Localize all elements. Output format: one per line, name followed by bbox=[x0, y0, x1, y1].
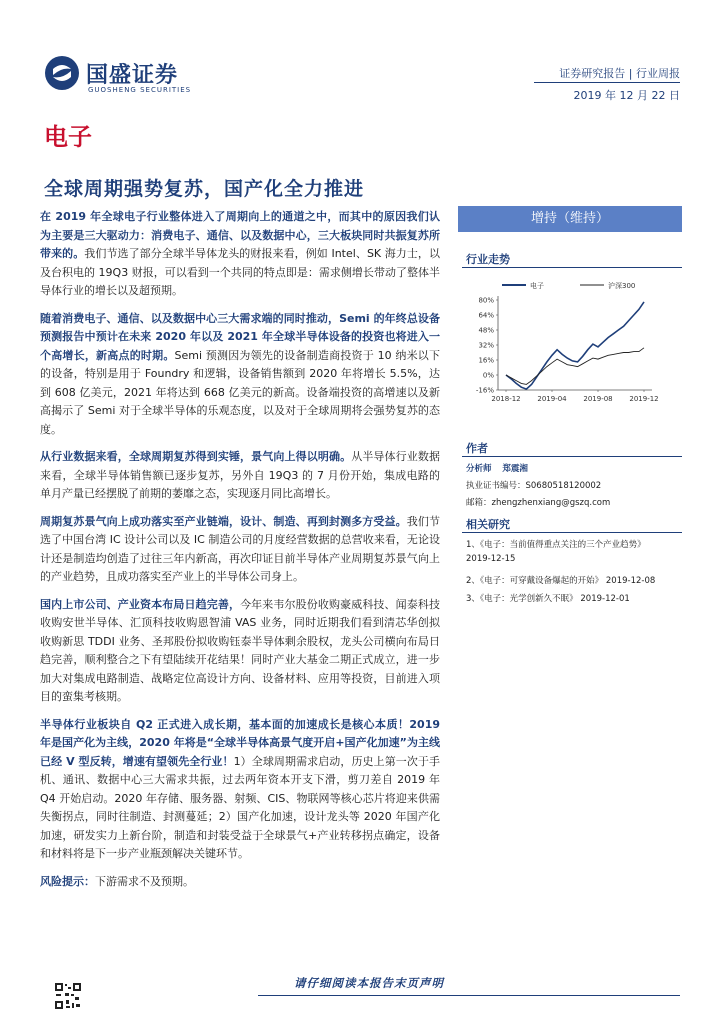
paragraph-3-text: 从半导体行业数据来看，全球半导体销售额已逐步复苏，另外自 19Q3 的 7 月份开始，集成电路的单月产量已经摆脱了前期的萎靡之态，实现逐月同比高增长。 bbox=[40, 450, 441, 500]
brand-subtitle: GUOSHENG SECURITIES bbox=[88, 86, 192, 94]
paragraph-1-lead: 在 2019 年全球电子行业整体进入了周期向上的通道之中，而其中的原因我们认为主要是三大驱动力：消费电子、通信、以及数据中心，三大板块同时共振复苏所带来的。 bbox=[40, 210, 440, 260]
x-tick-label: 2019-08 bbox=[583, 395, 613, 403]
related-item-title: 2、《电子：可穿戴设备爆起的开始》 bbox=[466, 576, 604, 586]
y-tick-label: 32% bbox=[478, 341, 494, 350]
paragraph-5 bbox=[40, 596, 440, 707]
footer-disclaimer: 请仔细阅读本报告末页声明 bbox=[294, 976, 444, 990]
paragraph-5-text: 今年来韦尔股份收购豪威科技、闻泰科技收购安世半导体、汇顶科技收购恩智浦 VAS 业务，同时近期我们看到清芯华创拟收购新思 TDDI 业务、圣邦股份拟收购钰泰半导体剩余股权，龙头公司横向布局日趋完善，顺利整合之下有望陆续开花结果！同时产业大基金二期正式成立，进一步加大对集成电路制造、战略定位高设计方向、设备材料、应用等投资，目前进入项目的蛮集考核期。 bbox=[40, 597, 441, 703]
y-tick-label: 64% bbox=[478, 311, 494, 320]
y-tick-label: -16% bbox=[475, 386, 494, 395]
y-tick-label: 80% bbox=[478, 296, 494, 305]
paragraph-1-text: 我们节选了部分全球半导体龙头的财报来看，例如 Intel、SK 海力士，以及台积电的 19Q3 财报，可以看到一个共同的特点即是：需求侧增长带动了整体半导体行业的增长以及超预期。 bbox=[40, 247, 441, 297]
paragraph-6 bbox=[40, 716, 440, 864]
paragraph-3 bbox=[40, 448, 440, 504]
brand-name: 国盛证券 bbox=[86, 63, 179, 88]
sector-title: 电子 bbox=[44, 123, 92, 151]
paragraph-4 bbox=[40, 513, 440, 587]
paragraph-6-text: 1）全球周期需求启动，历史上第一次于手机、通讯、数据中心三大需求共振，过去两年资本开支下滑，剪刀差自 2019 年 Q4 开始启动。2020 年存储、服务器、射频、CIS、物联网等核心芯片将迎来供需失衡拐点，同时往制造、封测蔓延；2）国产化加速，设计龙头等 2020 年国产化加速，研发实力上新台阶，制造和封装受益于全球景气+产业转移拐点确定，设备和材料将是下一步产业瓶颈解决关键环节。 bbox=[40, 754, 441, 860]
paragraph-4-text: 我们节选了中国台湾 IC 设计公司以及 IC 制造公司的月度经营数据的总营收来看，无论设计还是制造均创造了过往三年内新高，再次印证目前半导体产业周期复苏景气向上的产业趋势，且成功落实至产业上的半导体公司身上。 bbox=[40, 514, 441, 583]
paragraph-2 bbox=[40, 310, 440, 440]
qr-code-icon bbox=[54, 982, 82, 1010]
x-tick-label: 2018-12 bbox=[491, 395, 521, 403]
footer-divider bbox=[258, 995, 680, 996]
risk-label: 风险提示： bbox=[40, 874, 95, 888]
author-divider bbox=[462, 456, 682, 457]
paragraph-3-lead: 从行业数据来看，全球周期复苏得到实锤，景气向上得以明确。 bbox=[40, 450, 352, 463]
related-item-date: 2019-12-08 bbox=[605, 576, 656, 586]
series-line-electronics bbox=[506, 302, 644, 389]
risk-text: 下游需求不及预期。 bbox=[95, 874, 194, 888]
trend-divider bbox=[462, 267, 682, 268]
related-item-date: 2019-12-01 bbox=[580, 594, 630, 604]
cert-number: 执业证书编号：S0680518120002 bbox=[466, 481, 602, 491]
logo bbox=[44, 55, 80, 91]
x-tick-label: 2019-04 bbox=[537, 395, 567, 403]
legend-label: 电子 bbox=[530, 282, 544, 290]
headline: 全球周期强势复苏，国产化全力推进 bbox=[44, 178, 365, 200]
paragraph-2-text: Semi 预测因为领先的设备制造商投资于 10 纳米以下的设备，特别是用于 Foundry 和逻辑，设备销售额到 2020 年将增长 5.5%，达到 608 亿美元，2021 年将达到 668 亿美元的新高。设备端投资的高增速以及新高揭示了 Semi 对于全球半导体的乐观态度，以及对于全球周期将会强势复苏的态度。 bbox=[40, 348, 440, 436]
related-title: 相关研究 bbox=[466, 518, 510, 531]
related-item[interactable] bbox=[466, 574, 686, 588]
author-title: 作者 bbox=[466, 442, 488, 455]
analyst-row bbox=[466, 462, 528, 476]
paragraph-1 bbox=[40, 208, 440, 301]
rating-badge: 增持（维持） bbox=[458, 206, 682, 232]
analyst-label: 分析师 bbox=[466, 464, 492, 474]
report-type: 证券研究报告 | 行业周报 bbox=[559, 67, 680, 80]
paragraph-6-lead: 半导体行业板块自 Q2 正式进入成长期，基本面的加速成长是核心本质！2019 年是国产化为主线，2020 年将是“全球半导体高景气度开启+国产化加速”为主线已经 V 型反转，增速有望领先全行业！ bbox=[40, 717, 440, 768]
y-tick-label: 16% bbox=[478, 356, 494, 365]
guosheng-logo-icon bbox=[44, 55, 80, 91]
paragraph-4-lead: 周期复苏景气向上成功落实至产业链端，设计、制造、再到封测多方受益。 bbox=[40, 514, 407, 528]
paragraph-5-lead: 国内上市公司、产业资本布局日趋完善， bbox=[40, 597, 241, 611]
analyst-name: 郑震湘 bbox=[502, 464, 528, 474]
y-tick-label: 48% bbox=[478, 326, 494, 335]
analyst-email[interactable]: 邮箱：zhengzhenxiang@gszq.com bbox=[466, 498, 611, 508]
paragraph-2-lead: 随着消费电子、通信、以及数据中心三大需求端的同时推动，Semi 的年终总设备预测报告中预计在未来 2020 年以及 2021 年全球半导体设备的投资也将进入一个高增长，新高点的时期。 bbox=[40, 311, 440, 362]
legend-label: 沪深300 bbox=[608, 282, 636, 290]
series-line-hs300 bbox=[506, 348, 644, 385]
main-body bbox=[40, 208, 440, 891]
qr-code bbox=[54, 982, 82, 1010]
y-tick-label: 0% bbox=[482, 371, 494, 380]
related-item-date: 2019-12-15 bbox=[466, 554, 516, 564]
related-item-title: 1、《电子：当前值得重点关注的三个产业趋势》 bbox=[466, 540, 646, 550]
related-item[interactable] bbox=[466, 538, 686, 566]
risk-note bbox=[40, 873, 440, 892]
related-item-title: 3、《电子：光学创新久不眠》 bbox=[466, 594, 578, 604]
report-date: 2019 年 12 月 22 日 bbox=[573, 89, 680, 102]
trend-chart-svg bbox=[462, 276, 684, 412]
related-divider bbox=[462, 532, 682, 533]
trend-chart bbox=[462, 276, 684, 412]
related-item[interactable] bbox=[466, 592, 686, 606]
header-divider bbox=[534, 82, 680, 83]
x-tick-label: 2019-12 bbox=[629, 395, 659, 403]
trend-title: 行业走势 bbox=[466, 253, 510, 266]
